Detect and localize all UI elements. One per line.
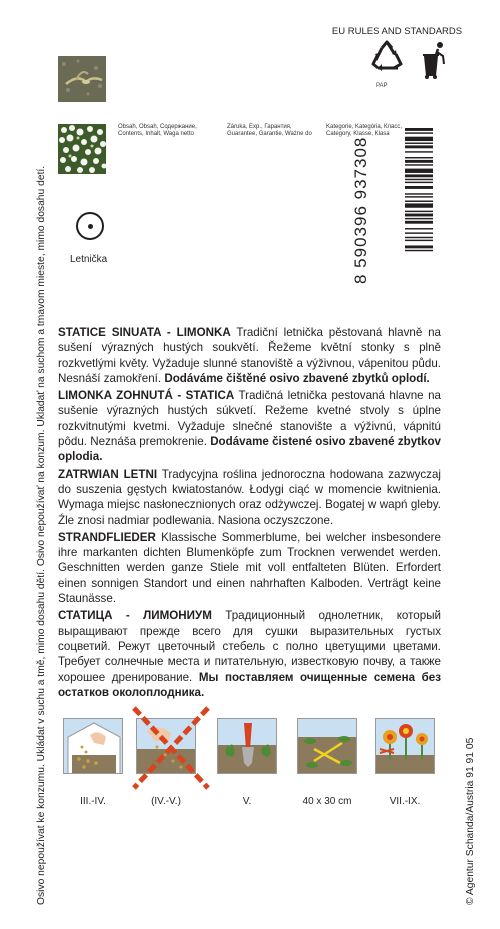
agency-credit: © Agentur Schanda/Austria 91 91 05 <box>465 737 476 905</box>
step-label-sowing: III.-IV. <box>80 796 106 807</box>
description-de: STRANDFLIEDER Klassische Sommerblume, bei welcher insbesondere ihre markanten dichten Blumenköpfe zum Trocknen verwendet werden. Geschnitten werden ganze Stiele mit voll entfalteten Blüten. Erfordert einen sonnigen Standort und einen nahrhaften Kalboden. Verträgt keine Staunässe. <box>58 530 441 606</box>
flowering-image <box>375 718 435 774</box>
transplant-image <box>217 718 277 774</box>
barcode-digits: 8 590396 937308 <box>351 136 370 284</box>
recycle-icon <box>370 40 404 80</box>
info-label-category: Kategorie, Kategória, Класс, Category, Klasse, Klasa <box>326 124 403 137</box>
seedling-photo <box>58 56 106 102</box>
description-pl: ZATRWIAN LETNI Tradycyjna roślina jednoroczna hodowana zazwyczaj do suszenia gęstych kwiatostanów. Łodygi ciąć w momencie kwitnienia. Wymaga miejsc nasłonecznionych oraz odżywczej. Bogatej w wapń gleby. Źle znosi nadmiar podlewania. Nasiona oczyszczone. <box>58 467 441 527</box>
description-block <box>58 325 441 702</box>
step-label-transplant: V. <box>242 796 252 807</box>
annual-symbol-icon <box>76 212 104 240</box>
not-recommended-cross-icon <box>130 704 212 792</box>
sowing-indoor-image <box>63 718 123 774</box>
storage-warning: Osivo nepoužívat ke konzumu. Ukládat v suchu a tmě, mimo dosahu dětí. Osivo nepoužívať na konzum. Ukladať na suchom a tmavom mieste, mimo dosahu detí. <box>36 165 47 905</box>
step-label-flowering: VII.-IX. <box>389 796 421 807</box>
eu-standards-title: EU RULES AND STANDARDS <box>331 26 463 37</box>
info-label-guarantee: Záruka, Exp., Гарантия, Guarantee, Garantie, Ważne do <box>227 124 312 137</box>
step-label-outdoor: (IV.-V.) <box>151 796 181 807</box>
info-label-contents: Obsah, Obsah, Содержание, Contents, Inhalt, Waga netto <box>118 124 197 137</box>
annual-label: Letnička <box>70 254 108 265</box>
flowers-photo <box>58 124 106 174</box>
barcode <box>405 128 465 288</box>
pap-label: PAP <box>376 83 388 89</box>
description-sk: LIMONKA ZOHNUTÁ - STATICA Tradičná letnička pestovaná hlavne na sušenie výrazných hustých súkvetí. Režeme kvetné stvoly s úplne rozkvitnutými kvetmi. Vyžaduje slnečné stanovište a výživnú, vápnitú pôdu. Neznáša premokrenie. Dodávame čistené osivo zbavené zbytkov oplodia. <box>58 389 441 464</box>
step-label-spacing: 40 x 30 cm <box>302 796 352 807</box>
description-cs: STATICE SINUATA - LIMONKA Tradiční letnička pěstovaná hlavně na sušení výrazných hustých soukvětí. Řežeme květní stonky s plně rozkvetlými květy. Vyžaduje slunné stanoviště a výživnou, vápenitou půdu. Nesnáší zamokření. Dodáváme čištěné osivo zbavené zbytků oplodí. <box>58 326 442 385</box>
spacing-image <box>297 718 357 774</box>
dispose-bin-icon <box>418 40 448 80</box>
description-ru: СТАТИЦА - ЛИМОНИУМ Традиционный однолетник, который выращивают прежде всего для сушки выразительных густых соцветий. Режут цветочный стебель с полно цветущими цветами. Требует солнечные места и питательную, известковую почву, а также хорошее дренирование. Мы поставляем очищенные семена без остатков околоплодника. <box>58 609 442 699</box>
